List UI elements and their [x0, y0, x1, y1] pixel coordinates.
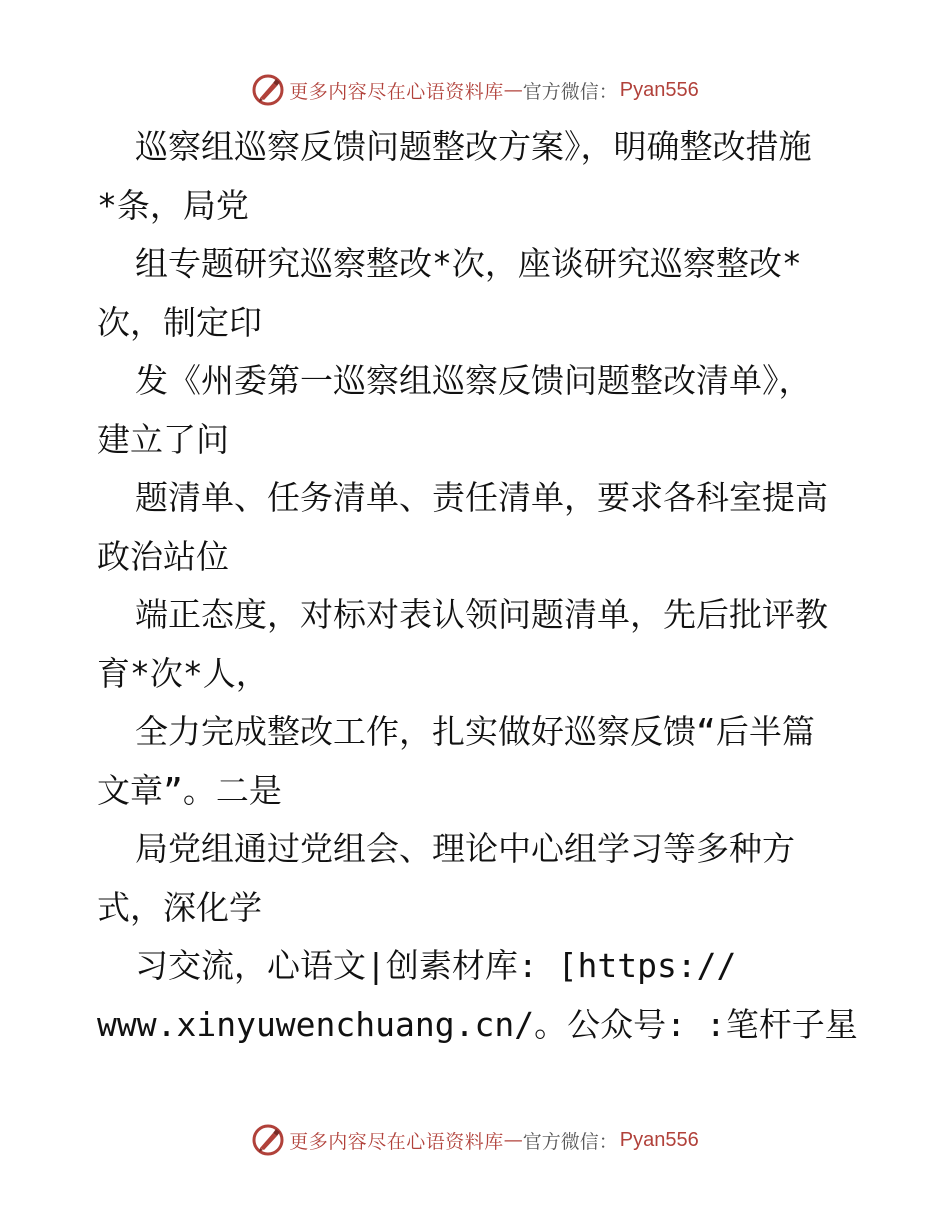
pen-logo-icon: [251, 73, 285, 107]
body-line: 育*次*人，: [97, 653, 269, 693]
body-line: 题清单、任务清单、责任清单，要求各科室提高: [135, 478, 828, 517]
body-line: 巡察组巡察反馈问题整改方案》，明确整改措施: [135, 127, 812, 166]
body-line: 局党组通过党组会、理论中心组学习等多种方: [135, 829, 795, 868]
footer-promo-text: 更多内容尽在心语资料库: [289, 1130, 504, 1153]
body-line: 端正态度，对标对表认领问题清单，先后批评教: [135, 595, 828, 634]
body-line: 文章”。二是: [97, 770, 282, 810]
body-line-link: 习交流，心语文|创素材库: [https://: [135, 946, 737, 985]
body-line: *条，局党: [97, 185, 249, 225]
footer-wechat-label: 官方微信：: [522, 1130, 618, 1153]
header-promo-text: 更多内容尽在心语资料库: [289, 80, 504, 103]
header-separator: —: [503, 79, 523, 101]
body-line: 组专题研究巡察整改*次，座谈研究巡察整改*: [135, 244, 802, 283]
footer-separator: —: [503, 1129, 523, 1151]
footer-wechat-id: Pyan556: [619, 1128, 699, 1151]
footer-watermark-banner: [0, 1120, 950, 1160]
body-line: 全力完成整改工作，扎实做好巡察反馈“后半篇: [135, 712, 815, 751]
body-line: 建立了问: [97, 419, 229, 459]
body-line: 次，制定印: [97, 302, 262, 342]
header-wechat-label: 官方微信：: [522, 80, 618, 103]
header-wechat-id: Pyan556: [619, 78, 699, 101]
document-body: [97, 118, 887, 1054]
body-line: 发《州委第一巡察组巡察反馈问题整改清单》，: [135, 361, 812, 400]
body-line: 政治站位: [97, 536, 229, 576]
body-line-url: www.xinyuwenchuang.cn/。公众号: :笔杆子星: [97, 1004, 858, 1044]
body-line: 式，深化学: [97, 887, 262, 927]
header-watermark-banner: [0, 70, 950, 110]
pen-logo-icon: [251, 1123, 285, 1157]
